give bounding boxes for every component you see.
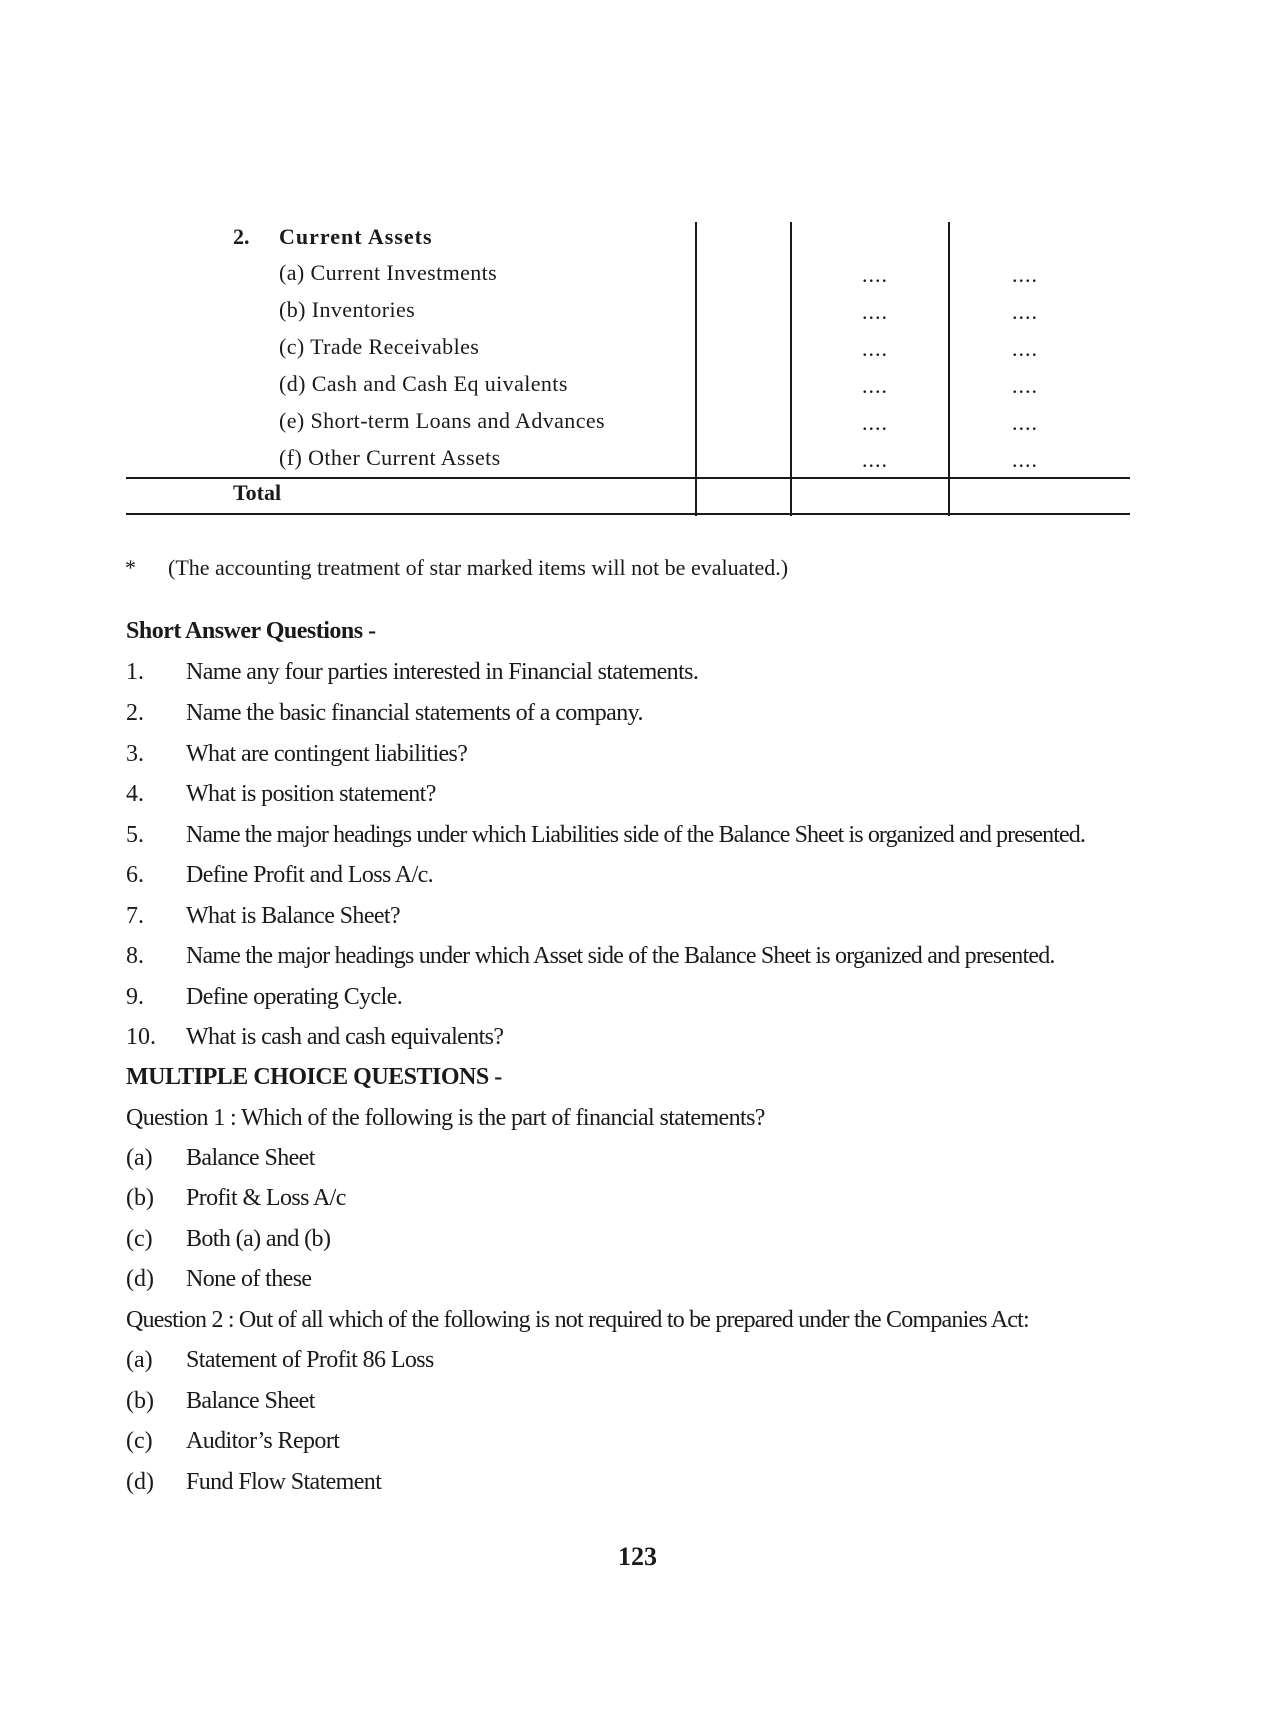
option-key: (b) [126, 1388, 154, 1414]
option-text: Balance Sheet [186, 1388, 315, 1414]
option-key: (d) [126, 1266, 154, 1292]
option-key: (a) [126, 1347, 153, 1373]
question-number: 1. [126, 659, 144, 685]
question-text: Name the basic financial statements of a company. [186, 700, 643, 726]
page-number: 123 [618, 1542, 657, 1571]
table-row-label: (f) Other Current Assets [279, 445, 501, 470]
question-number: 5. [126, 822, 144, 848]
section-title: Current Assets [279, 224, 433, 249]
table-column-rule [695, 222, 697, 516]
question-text: Name the major headings under which Liabilities side of the Balance Sheet is organized and presented. [186, 822, 1086, 848]
question-text: Define operating Cycle. [186, 984, 403, 1010]
table-row-label: (c) Trade Receivables [279, 334, 480, 359]
option-text: Statement of Profit 86 Loss [186, 1347, 434, 1373]
table-column-rule [948, 222, 950, 516]
table-cell: .... [862, 373, 888, 398]
option-text: Both (a) and (b) [186, 1226, 331, 1252]
table-cell: .... [1012, 336, 1038, 361]
question-text: What is position statement? [186, 781, 436, 807]
option-key: (d) [126, 1469, 154, 1495]
mcq-heading: MULTIPLE CHOICE QUESTIONS - [126, 1064, 502, 1090]
table-cell: .... [1012, 447, 1038, 472]
table-column-rule [790, 222, 792, 516]
option-key: (c) [126, 1428, 153, 1454]
footnote-text: (The accounting treatment of star marked items will not be evaluated.) [168, 555, 789, 580]
option-text: Profit & Loss A/c [186, 1185, 346, 1211]
table-cell: .... [1012, 299, 1038, 324]
option-text: Fund Flow Statement [186, 1469, 382, 1495]
table-row-label: (b) Inventories [279, 297, 416, 322]
question-number: 6. [126, 862, 144, 888]
table-total-label: Total [233, 480, 282, 505]
mcq-question: Question 2 : Out of all which of the following is not required to be prepared under the Companies Act: [126, 1307, 1029, 1333]
table-cell: .... [862, 447, 888, 472]
table-cell: .... [862, 262, 888, 287]
question-number: 8. [126, 943, 144, 969]
section-number: 2. [233, 224, 250, 249]
table-row-label: (e) Short-term Loans and Advances [279, 408, 605, 433]
question-number: 3. [126, 741, 144, 767]
table-row-label: (a) Current Investments [279, 260, 498, 285]
option-key: (b) [126, 1185, 154, 1211]
question-text: What are contingent liabilities? [186, 741, 468, 767]
table-bottom-rule [126, 513, 1130, 515]
table-cell: .... [1012, 373, 1038, 398]
table-cell: .... [1012, 410, 1038, 435]
question-text: What is cash and cash equivalents? [186, 1024, 504, 1050]
table-cell: .... [862, 299, 888, 324]
option-text: Balance Sheet [186, 1145, 315, 1171]
table-row-label: (d) Cash and Cash Eq uivalents [279, 371, 568, 396]
mcq-question: Question 1 : Which of the following is the part of financial statements? [126, 1105, 765, 1131]
table-cell: .... [1012, 262, 1038, 287]
table-cell: .... [862, 336, 888, 361]
question-number: 10. [126, 1024, 156, 1050]
option-text: None of these [186, 1266, 312, 1292]
option-key: (c) [126, 1226, 153, 1252]
short-answer-heading: Short Answer Questions - [126, 618, 376, 644]
question-text: What is Balance Sheet? [186, 903, 401, 929]
footnote-star: * [125, 555, 136, 580]
question-number: 9. [126, 984, 144, 1010]
question-text: Name the major headings under which Asset side of the Balance Sheet is organized and presented. [186, 943, 1055, 969]
question-number: 4. [126, 781, 144, 807]
option-text: Auditor’s Report [186, 1428, 340, 1454]
question-number: 2. [126, 700, 144, 726]
table-cell: .... [862, 410, 888, 435]
question-text: Name any four parties interested in Financial statements. [186, 659, 699, 685]
question-number: 7. [126, 903, 144, 929]
table-total-top-rule [126, 477, 1130, 479]
option-key: (a) [126, 1145, 153, 1171]
question-text: Define Profit and Loss A/c. [186, 862, 434, 888]
